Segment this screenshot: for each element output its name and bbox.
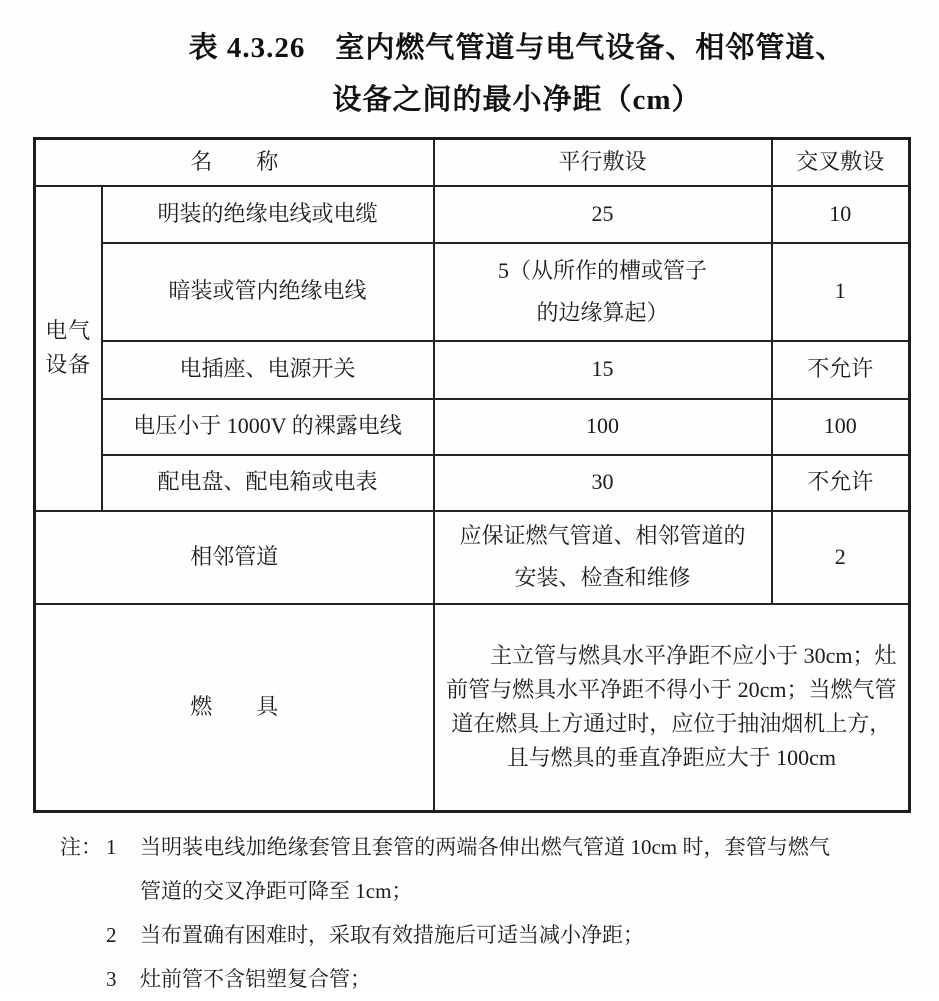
min-clearance-table — [33, 137, 911, 813]
note-prefix: 注： — [60, 835, 102, 859]
parallel-cell-line1: 5（从所作的槽或管子 — [498, 257, 708, 283]
parallel-cell — [434, 243, 772, 341]
cross-cell: 不允许 — [772, 455, 910, 511]
cross-cell: 不允许 — [772, 341, 910, 399]
parallel-cell: 30 — [434, 455, 772, 511]
table-row-bare-wire — [35, 399, 910, 455]
category-electrical-line2: 设备 — [45, 352, 92, 377]
table-row-socket-switch — [35, 341, 910, 399]
name-cell: 电压小于 1000V 的裸露电线 — [102, 399, 434, 455]
name-cell: 配电盘、配电箱或电表 — [102, 455, 434, 511]
adjacent-pipes-parallel-cell — [434, 511, 772, 604]
note-number: 2 — [106, 923, 117, 947]
header-parallel-cell: 平行敷设 — [434, 139, 772, 186]
adjacent-pipes-parallel-line2: 安装、检查和维修 — [514, 565, 691, 590]
name-cell: 明装的绝缘电线或电缆 — [102, 186, 434, 243]
adjacent-pipes-cross-cell: 2 — [772, 511, 910, 604]
cross-cell: 100 — [772, 399, 910, 455]
table-row-exposed-wire — [35, 186, 910, 243]
note-text: 当布置确有困难时，采取有效措施后可适当减小净距； — [140, 923, 644, 947]
note-number: 1 — [106, 835, 117, 859]
category-electrical-cell — [35, 186, 102, 511]
notes-section — [60, 825, 920, 1001]
note-item-2 — [60, 913, 920, 957]
category-electrical-line1: 电气 — [45, 317, 92, 343]
name-cell: 电插座、电源开关 — [102, 341, 434, 399]
name-cell: 暗装或管内绝缘电线 — [102, 243, 434, 341]
note-item-1 — [60, 825, 920, 913]
table-row-burner — [35, 604, 910, 812]
parallel-cell: 100 — [434, 399, 772, 455]
table-title-line2: 设备之间的最小净距（cm） — [332, 84, 702, 116]
note-item-3 — [60, 957, 920, 1001]
table-title-line1: 表 4.3.26 室内燃气管道与电气设备、相邻管道、 — [188, 32, 846, 64]
table-row-adjacent-pipes — [35, 511, 910, 604]
note-text: 灶前管不含铝塑复合管； — [140, 967, 371, 991]
cross-cell: 1 — [772, 243, 910, 341]
table-title — [0, 0, 939, 126]
parallel-cell: 25 — [434, 186, 772, 243]
parallel-cell-line2: 的边缘算起） — [536, 299, 669, 325]
adjacent-pipes-name-cell: 相邻管道 — [35, 511, 434, 604]
header-name-cell: 名 称 — [35, 139, 434, 186]
note-text: 当明装电线加绝缘套管且套管的两端各伸出燃气管道 10cm 时，套管与燃气管道的交叉净距可降至 1cm； — [140, 835, 830, 903]
adjacent-pipes-parallel-line1: 应保证燃气管道、相邻管道的 — [459, 523, 746, 549]
parallel-cell: 15 — [434, 341, 772, 399]
table-header-row — [35, 139, 910, 186]
burner-text-cell: 主立管与燃具水平净距不应小于 30cm；灶前管与燃具水平净距不得小于 20cm；当燃气管道在燃具上方通过时，应位于抽油烟机上方，且与燃具的垂直净距应大于 100cm — [434, 604, 910, 812]
burner-name-cell: 燃 具 — [35, 604, 434, 812]
table-row-concealed-wire — [35, 243, 910, 341]
cross-cell: 10 — [772, 186, 910, 243]
header-cross-cell: 交叉敷设 — [772, 139, 910, 186]
note-number: 3 — [106, 967, 117, 991]
table-row-distribution-panel — [35, 455, 910, 511]
